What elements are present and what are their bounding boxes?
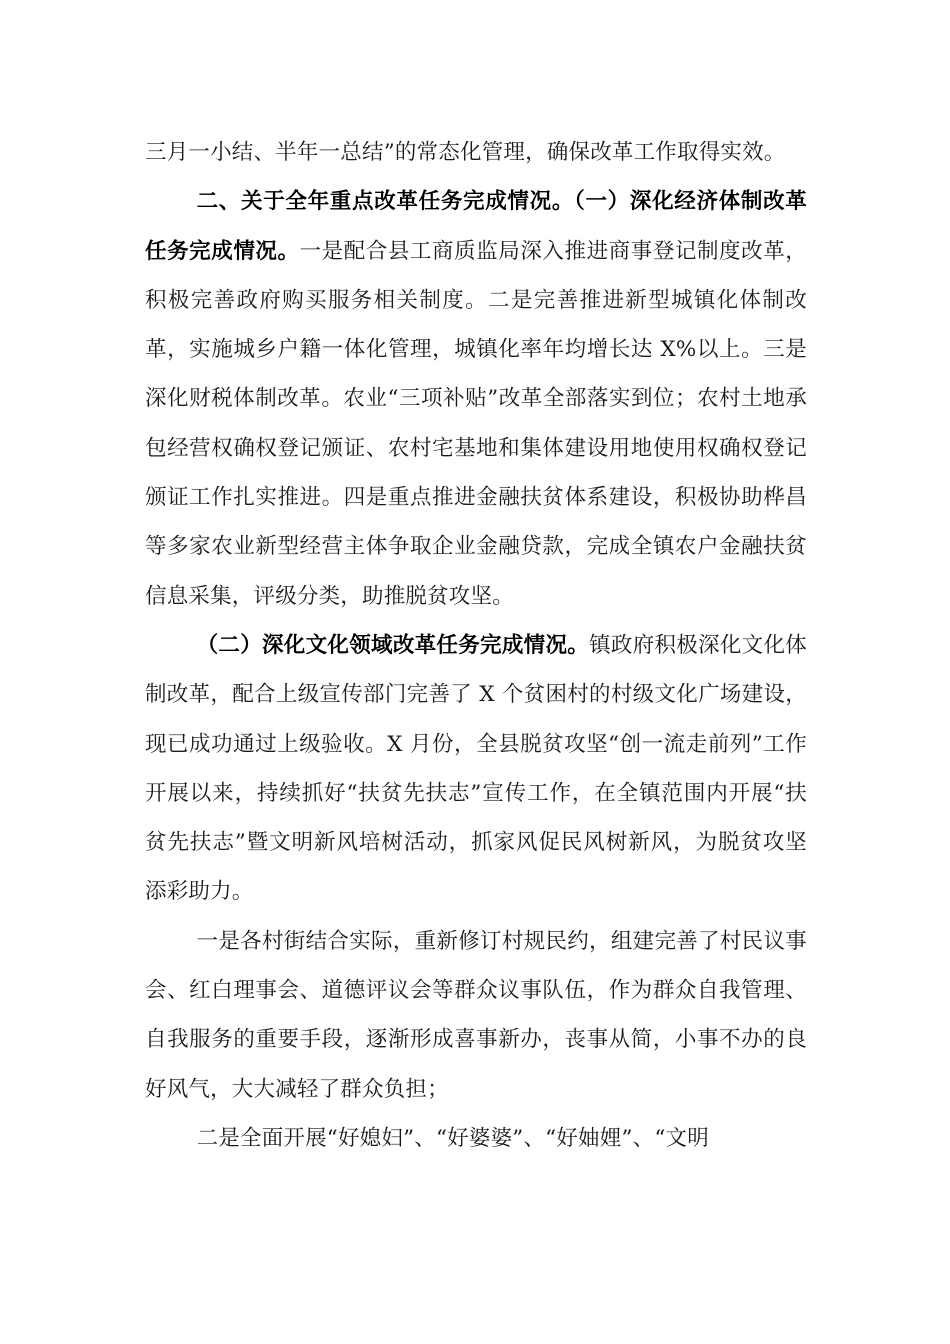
paragraph-1 — [145, 128, 807, 177]
paragraph-5 — [145, 1114, 807, 1163]
paragraph-2-body: 一是配合县工商质监局深入推进商事登记制度改革，积极完善政府购买服务相关制度。二是完善推进新型城镇化体制改革，实施城乡户籍一体化管理，城镇化率年均增长达 X%以上。三是深化财税体制改革。农业“三项补贴”改革全部落实到位；农村土地承包经营权确权登记颁证、农村宅基地和集体建设用地使用权确权登记颁证工作扎实推进。四是重点推进金融扶贫体系建设，积极协助桦昌等多家农业新型经营主体争取企业金融贷款，完成全镇农户金融扶贫信息采集，评级分类，助推脱贫攻坚。 — [145, 238, 807, 609]
document-body — [145, 128, 807, 1163]
paragraph-1-text: 三月一小结、半年一总结”的常态化管理，确保改革工作取得实效。 — [145, 140, 786, 165]
paragraph-5-text: 二是全面开展“好媳妇”、“好婆婆”、“好妯娌”、“文明 — [196, 1125, 709, 1151]
paragraph-4 — [145, 917, 807, 1114]
paragraph-3-heading: （二）深化文化领域改革任务完成情况。 — [196, 632, 590, 658]
paragraph-2 — [145, 177, 807, 621]
paragraph-2-heading: 二、关于全年重点改革任务完成情况。（一）深化经济体制改革任务完成情况。 — [145, 189, 807, 264]
paragraph-4-text: 一是各村街结合实际，重新修订村规民约，组建完善了村民议事会、红白理事会、道德评议会等群众议事队伍，作为群众自我管理、自我服务的重要手段，逐渐形成喜事新办，丧事从简，小事不办的良好风气，大大减轻了群众负担； — [145, 928, 807, 1102]
paragraph-3-body: 镇政府积极深化文化体制改革，配合上级宣传部门完善了 X 个贫困村的村级文化广场建设，现已成功通过上级验收。X 月份，全县脱贫攻坚“创一流走前列”工作开展以来，持续抓好“扶贫先扶志”宣传工作，在全镇范围内开展“扶贫先扶志”暨文明新风培树活动，抓家风促民风树新风，为脱贫攻坚添彩助力。 — [145, 632, 807, 905]
paragraph-3 — [145, 621, 807, 917]
